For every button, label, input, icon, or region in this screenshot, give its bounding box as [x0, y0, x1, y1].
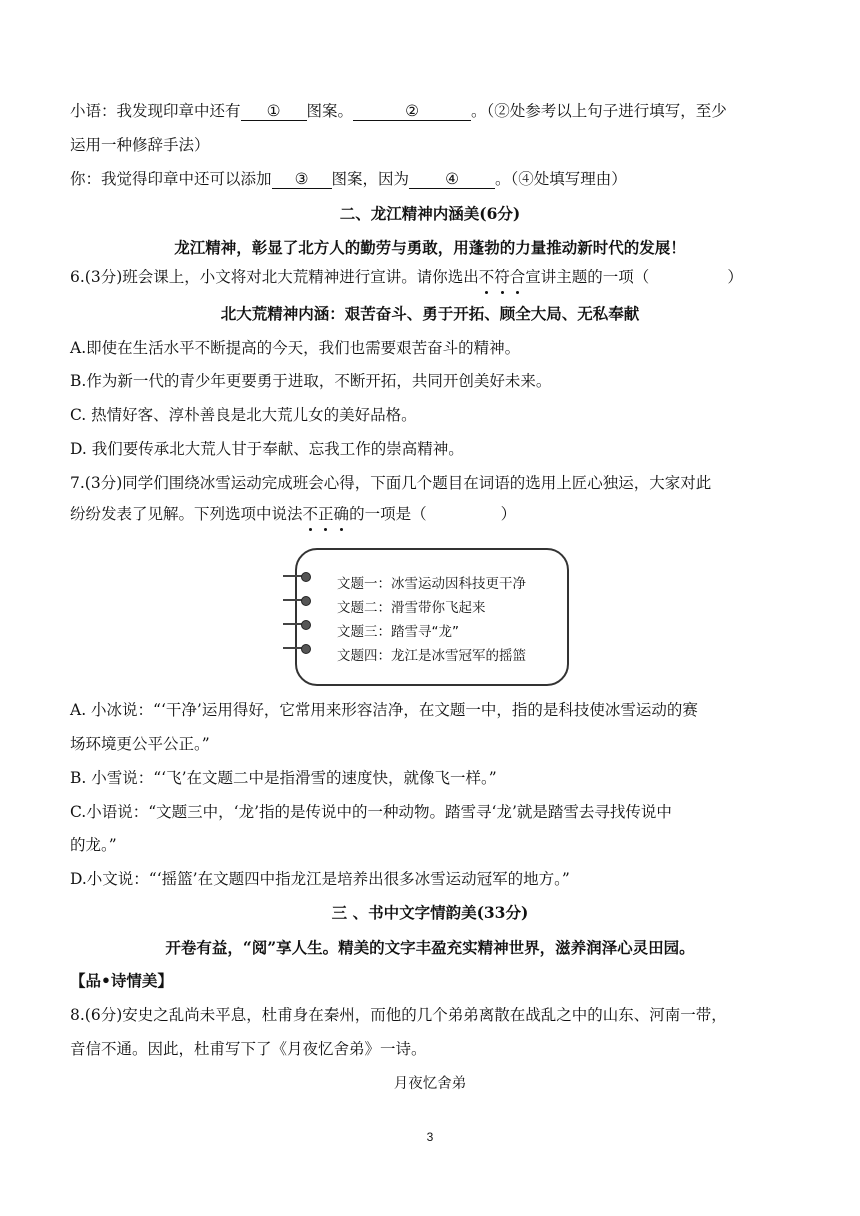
q7-stem-1: 7.(3分)同学们围绕冰雪运动完成班会心得，下面几个题目在词语的选用上匠心独运，大家对此: [70, 474, 712, 492]
q6-stem-text: 6.(3分)班会课上，小文将对北大荒精神进行宣讲。请你选出: [70, 268, 479, 286]
binder-ring-icon: [283, 596, 317, 605]
q6-stem-text: 宣讲主题的一项（: [525, 268, 650, 286]
q5-text: 。（②处参考以上句子进行填写，至少: [471, 102, 727, 120]
answer-blank-2[interactable]: ②: [353, 102, 471, 121]
essay-title-2: 文题二：滑雪带你飞起来: [337, 600, 486, 616]
emphasis-char: 确: [333, 505, 350, 523]
q7-stem-text: 的一项是（: [349, 505, 427, 523]
section-3-heading: 三 、书中文字情韵美(33分): [331, 903, 529, 922]
q7-option-a-line-2: 场环境更公平公正。”: [70, 735, 210, 753]
emphasis-char: 不: [302, 505, 319, 523]
emphasis-char: 正: [318, 505, 334, 523]
answer-blank-1[interactable]: ①: [241, 102, 307, 121]
answer-blank-3[interactable]: ③: [272, 170, 332, 189]
q6-option-a: A.即使在生活水平不断提高的今天，我们也需要艰苦奋斗的精神。: [70, 339, 521, 357]
notebook-figure: [295, 548, 569, 686]
q5-line-1: [70, 100, 790, 122]
emphasis-char: 合: [509, 268, 526, 286]
q7-option-d: D.小文说：“‘摇篮’在文题四中指龙江是培养出很多冰雪运动冠军的地方。”: [70, 870, 570, 888]
q5-line-3: [70, 168, 790, 190]
q6-theme: 北大荒精神内涵：艰苦奋斗、勇于开拓、顾全大局、无私奉献: [220, 304, 640, 323]
q7-option-c-line-1: C.小语说：“文题三中，‘龙’指的是传说中的一种动物。踏雪寻‘龙’就是踏雪去寻找传说中: [70, 803, 672, 821]
q6-stem: [70, 266, 790, 288]
q8-line-2: 音信不通。因此，杜甫写下了《月夜忆舍弟》一诗。: [70, 1040, 427, 1058]
page-number: 3: [426, 1130, 434, 1144]
emphasis-char: 不: [478, 268, 495, 286]
q5-text: 图案。: [306, 102, 354, 120]
section-2-motto: 龙江精神，彰显了北方人的勤劳与勇敢，用蓬勃的力量推动新时代的发展！: [174, 238, 686, 257]
section-3-motto: 开卷有益，“阅”享人生。精美的文字丰盈充实精神世界，滋养润泽心灵田园。: [165, 938, 695, 957]
q7-stem-text: ）: [500, 505, 517, 523]
binder-ring-icon: [283, 620, 317, 629]
essay-title-1: 文题一：冰雪运动因科技更干净: [337, 576, 526, 592]
answer-blank-4[interactable]: ④: [409, 170, 495, 189]
emphasis-char: 符: [494, 268, 510, 286]
q5-text: 小语：我发现印章中还有: [70, 102, 241, 120]
q6-option-b: B.作为新一代的青少年更要勇于进取，不断开拓，共同开创美好未来。: [70, 372, 552, 390]
q8-line-1: 8.(6分)安史之乱尚未平息，杜甫身在秦州，而他的几个弟弟离散在战乱之中的山东、河南一带，: [70, 1006, 727, 1024]
q6-stem-text: ）: [727, 268, 743, 286]
q5-line-2: 运用一种修辞手法）: [70, 136, 210, 154]
section-2-heading: 二、龙江精神内涵美(6分): [339, 204, 521, 223]
binder-ring-icon: [283, 572, 317, 581]
q6-option-c: C. 热情好客、淳朴善良是北大荒儿女的美好品格。: [70, 406, 417, 424]
q7-option-a-line-1: A. 小冰说：“‘干净’运用得好，它常用来形容洁净，在文题一中，指的是科技使冰雪运动的赛: [70, 701, 698, 719]
essay-title-3: 文题三：踏雪寻“龙”: [337, 624, 459, 640]
binder-ring-icon: [283, 644, 317, 653]
q7-stem-text: 纷纷发表了见解。下列选项中说法: [70, 505, 303, 523]
q7-option-b: B. 小雪说：“‘飞’在文题二中是指滑雪的速度快，就像飞一样。”: [70, 769, 497, 787]
poem-title: 月夜忆舍弟: [393, 1076, 467, 1092]
q7-stem-2: [70, 503, 790, 525]
q5-text: 。（④处填写理由）: [495, 170, 627, 188]
essay-title-4: 文题四：龙江是冰雪冠军的摇篮: [337, 648, 526, 664]
section-3-subheading: 【品•诗情美】: [70, 971, 173, 990]
q7-option-c-line-2: 的龙。”: [70, 836, 117, 854]
q6-option-d: D. 我们要传承北大荒人甘于奉献、忘我工作的崇高精神。: [70, 440, 464, 458]
q5-text: 图案，因为: [331, 170, 410, 188]
q5-text: 你：我觉得印章中还可以添加: [70, 170, 272, 188]
